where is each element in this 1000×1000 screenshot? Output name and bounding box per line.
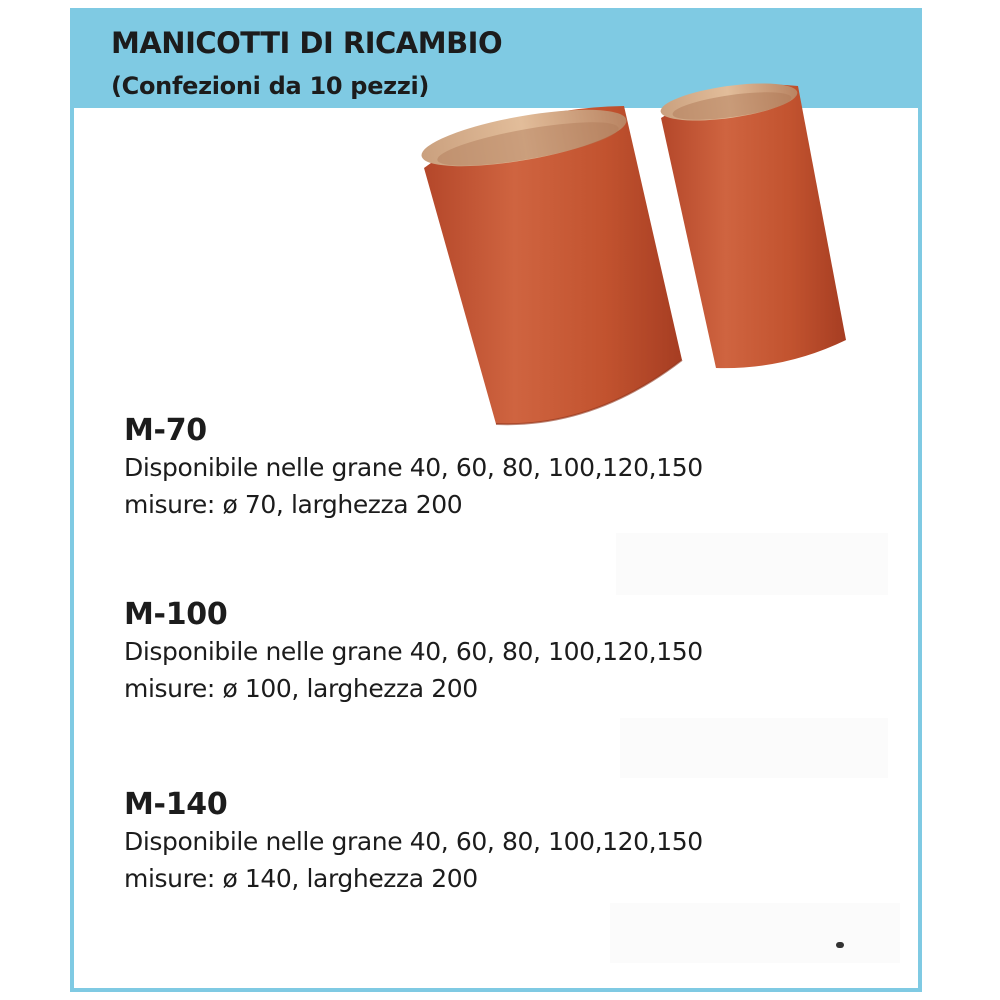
product-card bbox=[70, 8, 922, 992]
sleeve-large bbox=[418, 98, 682, 424]
card-title: MANICOTTI DI RICAMBIO bbox=[111, 26, 503, 60]
sleeve-small bbox=[658, 78, 846, 368]
product-grits: Disponibile nelle grane 40, 60, 80, 100,120,150 bbox=[124, 827, 703, 856]
background-smudge bbox=[610, 903, 900, 963]
product-m100 bbox=[124, 597, 884, 707]
product-size: misure: ø 100, larghezza 200 bbox=[124, 674, 478, 703]
product-code: M-70 bbox=[124, 413, 207, 448]
product-grits: Disponibile nelle grane 40, 60, 80, 100,120,150 bbox=[124, 637, 703, 666]
card-subtitle: (Confezioni da 10 pezzi) bbox=[111, 72, 430, 100]
background-smudge bbox=[620, 718, 888, 778]
sanding-sleeves-image bbox=[414, 78, 874, 438]
product-m140 bbox=[124, 787, 884, 897]
product-size: misure: ø 140, larghezza 200 bbox=[124, 864, 478, 893]
product-code: M-100 bbox=[124, 597, 228, 632]
product-code: M-140 bbox=[124, 787, 228, 822]
product-m70 bbox=[124, 413, 884, 523]
product-grits: Disponibile nelle grane 40, 60, 80, 100,120,150 bbox=[124, 453, 703, 482]
background-smudge bbox=[616, 533, 888, 595]
product-size: misure: ø 70, larghezza 200 bbox=[124, 490, 463, 519]
speck-mark bbox=[836, 942, 844, 948]
